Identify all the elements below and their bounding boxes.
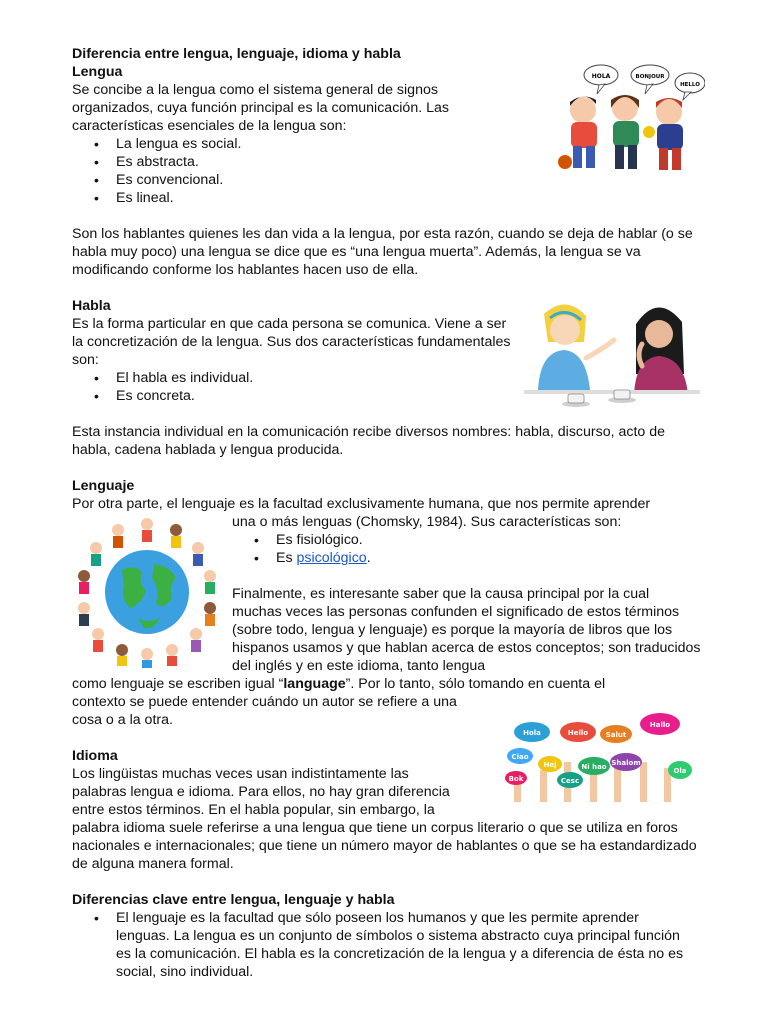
speech-bubble-icon: [640, 713, 680, 735]
habla-paragraph-1: Es la forma particular en que cada persona se comunica. Viene a ser la concretización de la lengua. Sus dos características fundamentales son:: [72, 316, 511, 368]
speech-bubble-icon: [560, 722, 596, 742]
list-item: • La lengua es social.: [116, 135, 702, 153]
section-heading-idioma: Idioma: [72, 748, 118, 764]
svg-text:Ciao: Ciao: [511, 753, 529, 761]
women-talking-illustration: [524, 294, 700, 414]
diferencias-list: [72, 909, 702, 981]
svg-text:Ola: Ola: [673, 767, 687, 775]
lenguaje-list: [232, 531, 702, 567]
language-bold-word: language: [283, 676, 346, 692]
section-heading-lenguaje: Lenguaje: [72, 478, 135, 494]
habla-paragraph-2: Esta instancia individual en la comunicación recibe diversos nombres: habla, discurso, acto de habla, cadena hablada y lengua producida.: [72, 424, 666, 458]
lengua-paragraph-1: Se concibe a la lengua como el sistema general de signos organizados, cuya función principal es la comunicación. Las características esenciales de la lengua son:: [72, 82, 449, 134]
svg-text:Ni hao: Ni hao: [581, 763, 607, 771]
idioma-paragraph-1b: palabra idioma suele referirse a una lengua que tiene un corpus literario o que se utiliza en foros nacionales e internacionales; que tiene un número mayor de hablantes o que se ha estandardizado de alguna manera formal.: [72, 820, 697, 872]
speech-bubble-icon: [557, 772, 583, 788]
children-greeting-illustration: [555, 58, 705, 180]
speech-bubble-icon: [668, 761, 692, 779]
lenguaje-paragraph-1a: Por otra parte, el lenguaje es la facultad exclusivamente humana, que nos permite aprender: [72, 496, 651, 512]
list-item: • Es convencional.: [116, 171, 702, 189]
section-heading-diferencias: Diferencias clave entre lengua, lenguaje y habla: [72, 892, 395, 908]
speech-bubble-icon: [538, 756, 562, 772]
speech-bubble-icon: [600, 725, 632, 743]
svg-text:Salut: Salut: [605, 731, 627, 739]
lengua-paragraph-2: Son los hablantes quienes les dan vida a la lengua, por esta razón, cuando se deja de hablar (o se habla muy poco) una lengua se dice que es “una lengua muerta”. Además, la lengua se va modificando conforme los hablantes hacen uso de ella.: [72, 226, 693, 278]
speech-bubble-icon: [610, 753, 642, 771]
speech-bubble-icon: [505, 771, 527, 785]
speech-bubble-icon: [584, 65, 618, 94]
section-heading-lengua: Lengua: [72, 64, 123, 80]
coffee-cup-icon: [562, 394, 590, 407]
list-item: • Es concreta.: [116, 387, 702, 405]
speech-bubble-icon: [578, 757, 610, 775]
children-around-globe-illustration: [72, 512, 222, 668]
svg-text:Bok: Bok: [508, 775, 524, 783]
multilingual-bubbles-illustration: [502, 712, 694, 802]
speech-bubble-icon: [507, 748, 533, 764]
lenguaje-paragraph-2c: contexto se puede entender cuándo un autor se refiere a una cosa o a la otra.: [72, 694, 457, 728]
svg-text:Shalom: Shalom: [611, 759, 641, 767]
woman-head-icon: [550, 315, 580, 345]
list-item: • El lenguaje es la facultad que sólo poseen los humanos y que les permite aprender lenguas. La lengua es un conjunto de símbolos o sistema abstracto cuya principal función es la comunicación. El habla es la concretización de la lengua y a diferencia de ésta no es social, sino individual.: [116, 909, 696, 981]
svg-text:Hola: Hola: [523, 729, 541, 737]
svg-text:Hello: Hello: [567, 729, 589, 737]
list-item: • Es psicológico.: [276, 549, 702, 567]
speech-bubble-icon: [631, 65, 669, 94]
speech-bubble-icon: [675, 73, 705, 100]
document-title: Diferencia entre lengua, lenguaje, idioma y habla: [72, 46, 401, 62]
svg-text:Hej: Hej: [543, 761, 557, 769]
bubble-hello: HELLO: [680, 82, 700, 88]
lenguaje-paragraph-2b: como lenguaje se escriben igual “language”. Por lo tanto, sólo tomando en cuenta el: [72, 676, 606, 692]
woman-head-icon: [645, 320, 673, 348]
bubble-bonjour: BONJOUR: [635, 74, 665, 80]
bubble-hola: HOLA: [591, 73, 611, 80]
svg-text:Hallo: Hallo: [649, 721, 671, 729]
psicologico-link[interactable]: psicológico: [296, 550, 367, 566]
idioma-paragraph-1a: Los lingüistas muchas veces usan indistintamente las palabras lengua e idioma. Para ellos, no hay gran diferencia entre estos términos. En el habla popular, sin embargo, la: [72, 766, 450, 818]
globe-icon: [105, 550, 189, 634]
list-item: • El habla es individual.: [116, 369, 702, 387]
lenguaje-paragraph-1b: una o más lenguas (Chomsky, 1984). Sus características son:: [232, 514, 622, 530]
list-item: • Es abstracta.: [116, 153, 702, 171]
speech-bubble-icon: [514, 722, 550, 742]
list-item: • Es fisiológico.: [276, 531, 702, 549]
list-item: • Es lineal.: [116, 189, 702, 207]
section-heading-habla: Habla: [72, 298, 111, 314]
svg-text:Cesc: Cesc: [560, 777, 580, 785]
lenguaje-paragraph-2a: Finalmente, es interesante saber que la causa principal por la cual muchas veces las personas confunden el significado de estos términos (sobre todo, lengua y lenguaje) es porque la mayoría de libros que los hispanos usamos y que hablan acerca de estos conceptos; son traducidos del inglés y en este idioma, tanto lengua: [232, 586, 701, 674]
